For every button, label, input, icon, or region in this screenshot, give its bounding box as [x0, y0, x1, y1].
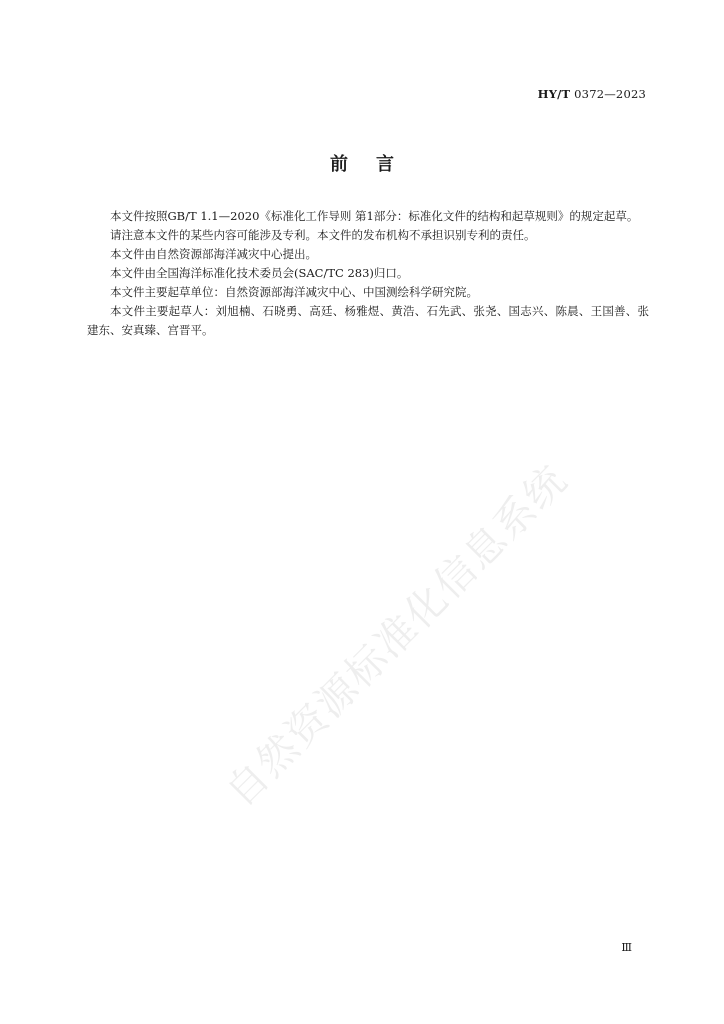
paragraph-patent-notice: 请注意本文件的某些内容可能涉及专利。本文件的发布机构不承担识别专利的责任。: [110, 228, 536, 242]
standard-code: HY/T: [537, 87, 571, 101]
watermark: 自然资源标准化信息系统: [217, 456, 577, 816]
paragraph-drafting-rules: 本文件按照GB/T 1.1—2020《标准化工作导则 第1部分：标准化文件的结构和起草规则》的规定起草。: [110, 209, 639, 223]
paragraph-drafting-units: 本文件主要起草单位：自然资源部海洋减灾中心、中国测绘科学研究院。: [110, 285, 478, 299]
paragraph-committee: 本文件由全国海洋标准化技术委员会(SAC/TC 283)归口。: [110, 266, 409, 280]
standard-number: [538, 87, 646, 101]
paragraph-proposer: 本文件由自然资源部海洋减灾中心提出。: [110, 247, 317, 261]
page-number: Ⅲ: [621, 941, 632, 954]
standard-year: 0372—2023: [574, 87, 646, 101]
page-title: 前言: [330, 154, 422, 175]
document-body: [87, 207, 649, 340]
paragraph-drafters: 本文件主要起草人：刘旭楠、石晓勇、高廷、杨雅煜、黄浩、石先武、张尧、国志兴、陈晨、王国善、张建东、安真臻、宫晋平。: [87, 304, 649, 337]
